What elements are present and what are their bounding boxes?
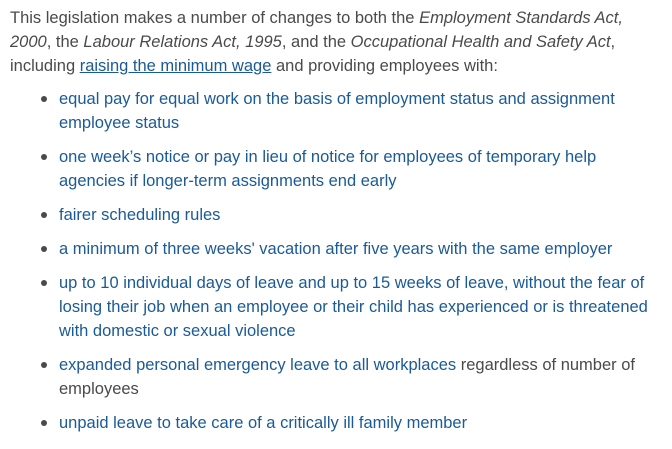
intro-text: , the bbox=[46, 33, 84, 51]
list-item bbox=[59, 237, 662, 261]
bullet-icon bbox=[41, 96, 47, 102]
benefits-list bbox=[10, 87, 662, 435]
intro-text: This legislation makes a number of changes to both the bbox=[10, 9, 420, 27]
act-name: Occupational Health and Safety Act bbox=[350, 33, 611, 51]
bullet-icon bbox=[41, 362, 47, 368]
list-item-text: regardless of number of employees bbox=[59, 356, 635, 398]
list-item bbox=[59, 87, 662, 135]
list-item-link[interactable]: equal pay for equal work on the basis of employment status and assignment employee status bbox=[59, 90, 615, 132]
list-item-link[interactable]: expanded personal emergency leave to all workplaces bbox=[59, 356, 457, 374]
bullet-icon bbox=[41, 154, 47, 160]
list-item bbox=[59, 411, 662, 435]
list-item bbox=[59, 271, 662, 343]
list-item-link[interactable]: up to 10 individual days of leave and up to 15 weeks of leave, without the fear of losing their job when an employee or their child has experienced or is threatened with domestic or sexual violence bbox=[59, 274, 648, 340]
list-item-link[interactable]: unpaid leave to take care of a critically ill family member bbox=[59, 414, 468, 432]
act-name: Employment Standards Act, 2000 bbox=[10, 9, 623, 51]
act-name: Labour Relations Act, 1995 bbox=[83, 33, 282, 51]
list-item bbox=[59, 353, 662, 401]
intro-text: , and the bbox=[281, 33, 351, 51]
intro-paragraph bbox=[10, 6, 662, 78]
bullet-icon bbox=[41, 280, 47, 286]
intro-text: and providing employees with: bbox=[271, 57, 498, 75]
minimum-wage-link[interactable]: raising the minimum wage bbox=[79, 57, 272, 75]
bullet-icon bbox=[41, 420, 47, 426]
bullet-icon bbox=[41, 212, 47, 218]
list-item-link[interactable]: a minimum of three weeks' vacation after five years with the same employer bbox=[59, 240, 613, 258]
intro-text: , including bbox=[10, 33, 616, 75]
list-item-link[interactable]: fairer scheduling rules bbox=[59, 206, 221, 224]
list-item-link[interactable]: one week’s notice or pay in lieu of notice for employees of temporary help agencies if longer-term assignments end early bbox=[59, 148, 597, 190]
list-item bbox=[59, 145, 662, 193]
list-item bbox=[59, 203, 662, 227]
bullet-icon bbox=[41, 246, 47, 252]
